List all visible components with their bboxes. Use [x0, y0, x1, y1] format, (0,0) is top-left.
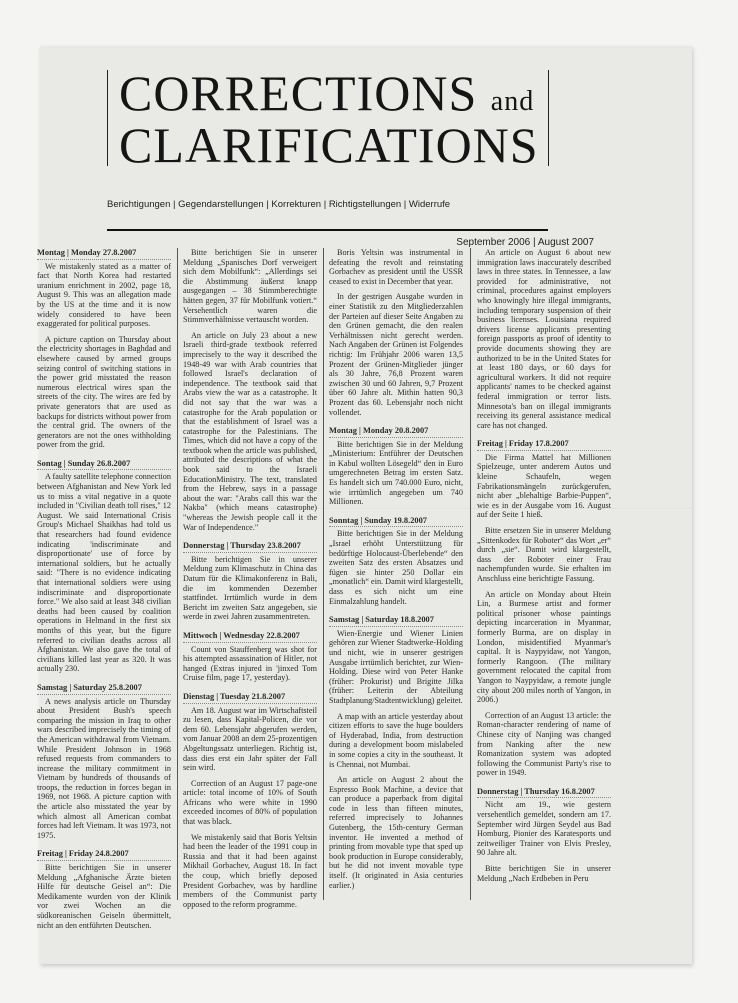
correction-text: A faulty satellite telephone connection between Afghanistan and New York led us to miss a vital negative in a quote included in "Civilian death toll rises," 12 August. We said International Crisis Group's Michael Shaikhas had told us that researchers had found evidence indicating 'indiscriminate and disproportionate' use of force by international soldiers, but he actually said: "There is no evidence indicating that international soldiers were using indiscriminate and disproportionate force." We also said at least 348 civilian deaths had been caused by coalition operations in Helmand in the first six months of this year, but the figure referred to civilian deaths across all Afghanistan. We also gave the total of civilians killed last year as 320. It was actually 230.	[37, 472, 171, 674]
entry-date-heading: Freitag | Friday 17.8.2007	[477, 439, 611, 451]
column-rule	[323, 248, 324, 900]
column-rule	[470, 248, 471, 900]
correction-entry	[183, 692, 317, 909]
correction-entry	[183, 541, 317, 622]
correction-text: An article on August 2 about the Espresso Book Machine, a device that can produce a paperback from digital code in less than fifteen minutes, referred imprecisely to Johannes Gutenberg, the 15th-century German inventor. He invented a method of printing from movable type that sped up book production in Europe considerably, but he did not invent movable type itself. (It originated in Asia centuries earlier.)	[329, 775, 463, 890]
column-4	[477, 248, 611, 900]
correction-text: In der gestrigen Ausgabe wurden in einer Statistik zu den Mitgliederzahlen der Parteien auf dieser Seite Angaben zu den Grünen gemacht, die den realen Verhältnissen nicht gerecht werden. Nach Angaben der Grünen ist Folgendes richtig: Im Frühjahr 2006 waren 13,5 Prozent der Grünen-Mitglieder jünger als 30 Jahre, 76,8 Prozent waren zwischen 30 und 60 Jahren, 9,7 Prozent über 60 Jahre alt. Mithin hatten 90,3 Prozent das 60. Lebensjahr noch nicht vollendet.	[329, 292, 463, 417]
correction-text: Bitte berichtigen Sie in unserer Meldung „Afghanische Ärzte bieten Hilfe für deutsche Geisel an“: Die Medikamente wurden von der Klinik vor zwei Wochen an die südkoreanischen Geiseln übermittelt, nicht an den entführten Deutschen.	[37, 863, 171, 930]
entry-date-heading: Montag | Monday 27.8.2007	[37, 248, 171, 260]
correction-entry	[183, 248, 317, 532]
entry-date-heading: Donnerstag | Thursday 23.8.2007	[183, 541, 317, 553]
correction-text: Bitte berichtigen Sie in unserer Meldung „Nach Erdbeben in Peru	[477, 864, 611, 883]
entry-date-heading: Montag | Monday 20.8.2007	[329, 426, 463, 438]
masthead	[107, 60, 547, 172]
correction-text: Bitte berichtigen Sie in der Meldung „Ministerium: Entführer der Deutschen in Kabul wollten Lösegeld“ den in Euro umgerechneten Betrag im ersten Satz. Es handelt sich um 740.000 Euro, nicht, wie irrtümlich angegeben um 740 Millionen.	[329, 439, 463, 507]
correction-entry	[37, 683, 171, 841]
correction-entry	[329, 426, 463, 507]
correction-entry	[183, 631, 317, 683]
masthead-left-rule	[107, 70, 108, 166]
entry-date-heading: Sonntag | Sunday 19.8.2007	[329, 516, 463, 528]
correction-text: An article on Monday about Htein Lin, a Burmese artist and former political prisoner whose paintings depicting incarceration in Myanmar, formerly Burma, are on display in London, misidentified Myanmar's capital. It is Naypyidaw, not Yangon, formerly Rangoon. (The military government relocated the capital from Yangon to Naypyidaw, a remote jungle city about 200 miles north of Yangon, in 2006.)	[477, 589, 611, 705]
entry-date-heading: Samstag | Saturday 25.8.2007	[37, 683, 171, 695]
masthead-line-2: CLARIFICATIONS	[119, 117, 539, 173]
masthead-corrections: CORRECTIONS	[119, 65, 478, 121]
correction-text: Count von Stauffenberg was shot for his attempted assassination of Hitler, not hanged (Extras injured in 'jinxed Tom Cruise film, page 17, yesterday).	[183, 644, 317, 683]
correction-text: Boris Yeltsin was instrumental in defeating the revolt and reinstating Gorbachev as president until the USSR ceased to exist in December that year.	[329, 248, 463, 286]
correction-text: An article on July 23 about a new Israeli third-grade textbook referred imprecisely to the way it described the 1948-49 war with Arab countries that followed Israel's declaration of independence. The textbook said that Arabs view the war as a catastrophe. It did not say that the war was a catastrophe for the Arab population or that the establishment of Israel was a catastrophe for the Palestinians. The Times, which did not have a copy of the textbook when the article was published, attributed the descriptions of what the book said to the Israeli EducationMinistry. The text, translated from the Hebrew, says in a passage about the war: "Arabs call this war the Nakba" (which means catastrophe) "whereas the Jewish people call it the War of Independence."	[183, 330, 317, 532]
correction-entry	[37, 248, 171, 450]
column-3	[329, 248, 463, 900]
correction-text: An article on August 6 about new immigration laws inaccurately described laws in three states. In Tennessee, a law provided for administrative, not criminal, procedures against employers who knowingly hire illegal immigrants, including temporary suspension of their business licenses. Louisiana required drivers license applicants presenting foreign passports as proof of identity to provide documents showing they are authorized to be in the United States for at least 180 days, or 60 days for agricultural workers. It did not require applicants' names to be checked against federal immigration or terror lists. Minnesota's ban on illegal immigrants receiving its general assistance medical care has not changed.	[477, 248, 611, 430]
correction-text: Bitte berichtigen Sie in der Meldung „Israel erhöht Unterstützung für bedürftige Holocaust-Überlebende“ den zweiten Satz des ersten Absatzes und fügen sie hinter 250 Dollar ein „monatlich“ ein. Damit wird klargestellt, dass es sich nicht um eine Einmalzahlung handelt.	[329, 529, 463, 606]
correction-text: We mistakenly said that Boris Yeltsin had been the leader of the 1991 coup in Russia and that it had been against Mikhail Gorbachev, August 18. In fact the coup, which briefly deposed President Gorbachev, was by hardline members of the Communist party opposed to the reform programme.	[183, 832, 317, 909]
correction-text: Am 18. August war im Wirtschaftsteil zu lesen, dass Kapital-Policen, die vor dem 60. Lebensjahr abgerufen werden, vom Januar 2008 an dem 25-prozentigen Abgeltungssatz unterliegen. Richtig ist, dass dies erst ein Jahr später der Fall sein wird.	[183, 705, 317, 773]
correction-entry	[329, 248, 463, 417]
correction-text: Bitte berichtigen Sie in unserer Meldung „Spanisches Dorf verweigert sich dem Mobilfunk“: „Allerdings sei die Abstimmung äußerst knapp ausgegangen – 38 Stimmberechtigte hätten gegen, 37 für Mobilfunk votiert.“ Versehentlich waren die Stimmverhältnisse vertauscht worden.	[183, 248, 317, 325]
correction-entry	[477, 248, 611, 430]
entry-date-heading: Mittwoch | Wednesday 22.8.2007	[183, 631, 317, 643]
entry-date-heading: Dienstag | Tuesday 21.8.2007	[183, 692, 317, 704]
correction-entry	[37, 459, 171, 674]
entry-date-heading: Samstag | Saturday 18.8.2007	[329, 615, 463, 627]
correction-entry	[477, 439, 611, 778]
masthead-right-rule	[548, 70, 549, 166]
correction-text: Nicht am 19., wie gestern versehentlich gemeldet, sondern am 17. September wird Jürgen Seydel aus Bad Homburg, Pionier des Karatesports und zeitweiliger Trainer von Elvis Presley, 90 Jahre alt.	[477, 800, 611, 858]
entry-date-heading: Sontag | Sunday 26.8.2007	[37, 459, 171, 471]
entry-date-heading: Donnerstag | Thursday 16.8.2007	[477, 787, 611, 799]
masthead-and: and	[490, 86, 535, 117]
masthead-rule	[107, 229, 548, 231]
correction-text: A map with an article yesterday about citizen efforts to save the huge boulders of Hyderabad, India, from destruction during a development boom mislabeled in some copies a city in the southeast. It is Chennai, not Mumbai.	[329, 711, 463, 769]
entry-date-heading: Freitag | Friday 24.8.2007	[37, 849, 171, 861]
columns	[37, 248, 615, 930]
correction-text: Bitte ersetzen Sie in unserer Meldung „Sittenkodex für Roboter“ das Wort „er“ durch „sie“. Damit wird klargestellt, dass der Roboter einer Frau nachempfunden wurde. Sie erhalten im Anschluss eine berichtigte Fassung.	[477, 526, 611, 583]
correction-entry	[329, 615, 463, 890]
correction-entry	[37, 849, 171, 930]
correction-entry	[477, 787, 611, 883]
column-rule	[177, 248, 178, 900]
correction-text: A news analysis article on Thursday about President Bush's speech comparing the mission in Iraq to other wars described imprecisely the timing of the American withdrawal from Vietnam. While President Johnson in 1968 refused requests from commanders to increase the military commitment in Vietnam by hundreds of thousands of troops, the reduction in forces began in 1969, not 1968. A picture caption with the article also misstated the year by which almost all American combat forces had left Vietnam. It was 1973, not 1975.	[37, 696, 171, 840]
column-1	[37, 248, 171, 930]
correction-text: Bitte berichtigen Sie in unserer Meldung zum Klimaschutz in China das Datum für die Klimakonferenz in Bali, die im kommenden Dezember stattfindet. Irrtümlich wurde in dem Bericht im zweiten Satz angegeben, sie werde in zwei Jahren zusammentreten.	[183, 554, 317, 622]
masthead-line-1	[119, 65, 535, 121]
correction-text: Wien-Energie und Wiener Linien gehören zur Wiener Stadtwerke-Holding und nicht, wie in unserer gestrigen Ausgabe irrtümlich berichtet, zur Wien-Holding. Diese wird von Peter Hanke (früher: Prokurist) und Brigitte Jilka (früher: Leiterin der Abteilung Stadtplanung/Stadtentwicklung) geleitet.	[329, 628, 463, 705]
correction-text: We mistakenly stated as a matter of fact that North Korea had restarted uranium enrichment in 2002, page 18, August 9. This was an allegation made by the US at the time and it is now widely considered to have been exaggerated for political purposes.	[37, 261, 171, 329]
correction-text: A picture caption on Thursday about the electricity shortages in Baghdad and elsewhere caused by armed groups seizing control of switching stations in the power grid misstated the reason numerous electrical wires span the streets of the city. The wires are fed by private generators that are used as backups for districts without power from the central grid. The owners of the generators are not the ones withholding power from the grid.	[37, 334, 171, 450]
dateline: September 2006 | August 2007	[456, 237, 594, 248]
column-2	[183, 248, 317, 909]
masthead-subtitle: Berichtigungen | Gegendarstellungen | Korrekturen | Richtigstellungen | Widerrufe	[107, 199, 451, 210]
correction-text: Die Firma Mattel hat Millionen Spielzeuge, unter anderem Autos und kleine Schaufeln, wegen Fabrikationsmängeln zurückgerufen, nicht aber „blehaltige Barbie-Puppen“, wie es in der Ausgabe vom 16. August auf der Seite 1 hieß.	[477, 452, 611, 520]
correction-text: Correction of an August 13 article: the Roman-character rendering of name of Chinese city of Nanjing was changed from Nanking after the new Romanization system was adopted following the Communist Party's rise to power in 1949.	[477, 710, 611, 778]
correction-entry	[329, 516, 463, 606]
correction-text: Correction of an August 17 page-one article: total income of 10% of South Africans who were white in 1990 exceeded incomes of 80% of population that was black.	[183, 778, 317, 827]
